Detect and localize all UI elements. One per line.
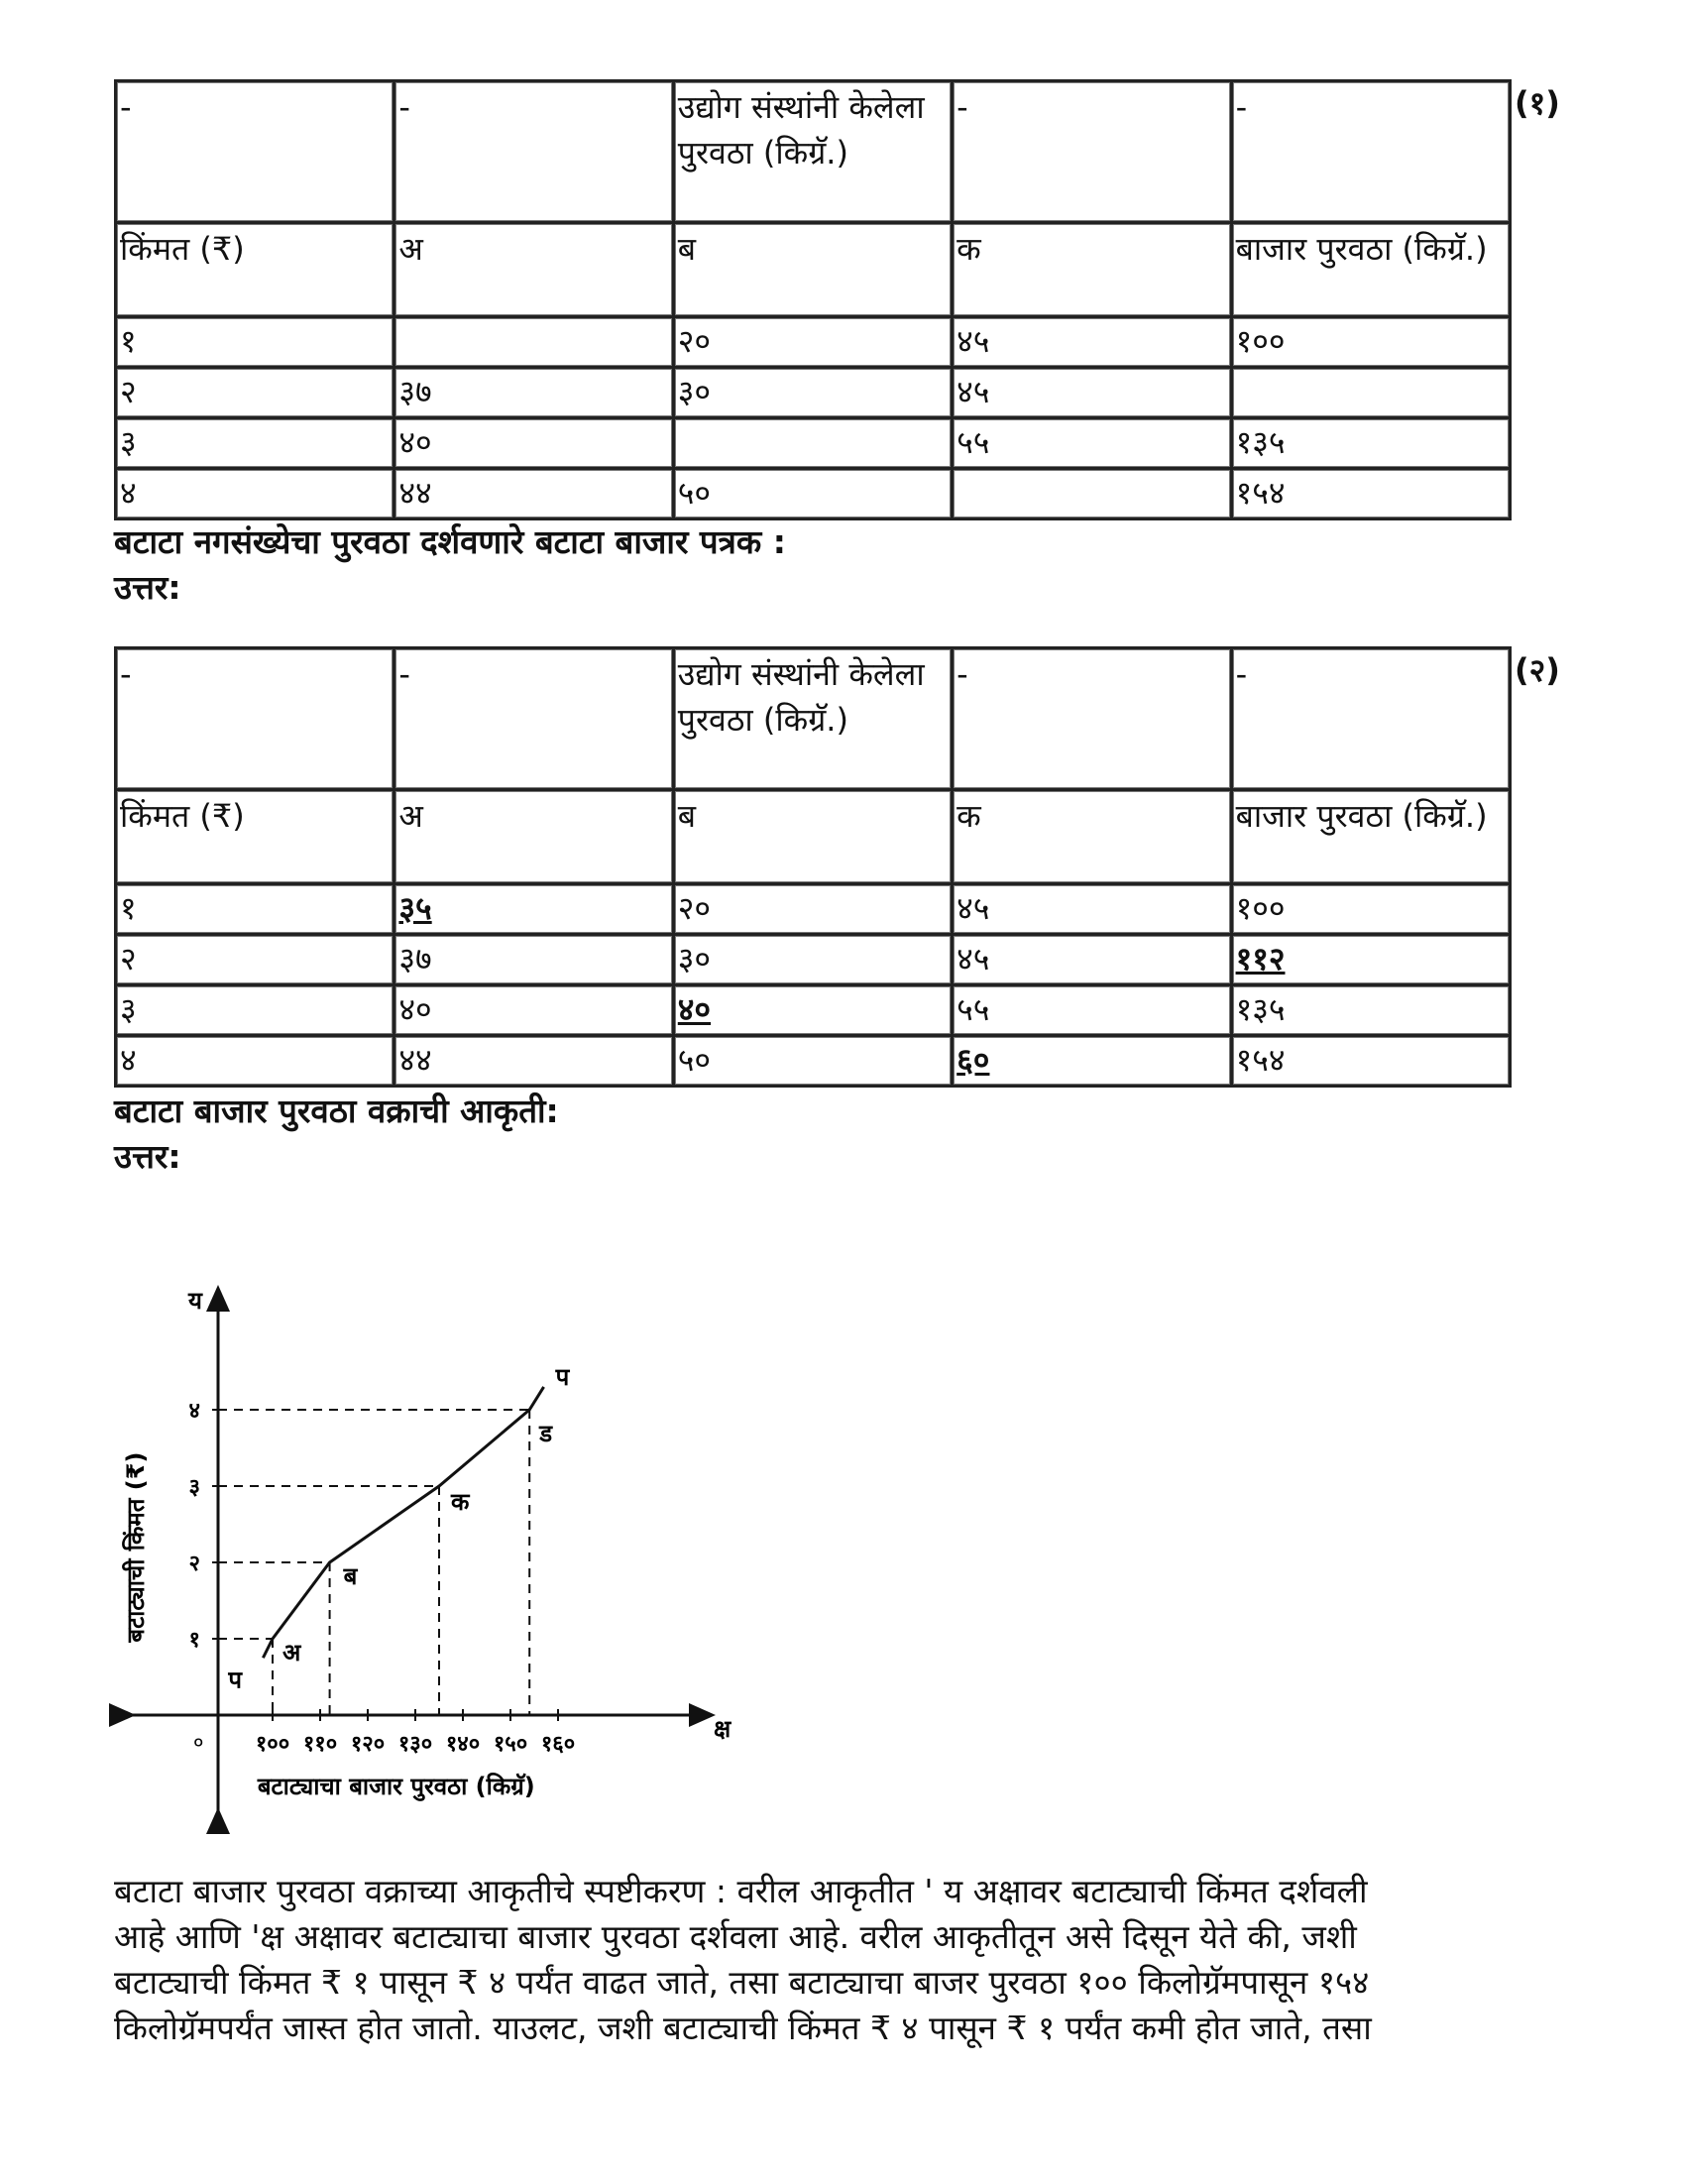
x-tick-label: १६० — [540, 1732, 576, 1757]
table-cell: ४० — [394, 985, 673, 1036]
table-cell: १ — [116, 884, 394, 935]
table-header-cell: क — [953, 223, 1231, 317]
table-cell: ४४ — [394, 469, 673, 519]
question-number: (१) — [1515, 84, 1560, 122]
table-header-top-row — [116, 648, 1511, 790]
table-cell: उद्योग संस्थांनी केलेला पुरवठा (किग्रॅ.) — [673, 81, 952, 223]
origin-label: ० — [193, 1730, 204, 1754]
table-cell: २ — [116, 368, 394, 418]
x-axis-name: क्ष — [714, 1715, 731, 1743]
table-header-cell: ब — [673, 790, 952, 884]
table-cell: ४४ — [394, 1036, 673, 1087]
supply-curve-chart — [99, 1279, 813, 1834]
table-cell: - — [1231, 648, 1510, 790]
table-cell: ४ — [116, 1036, 394, 1087]
table-cell — [673, 418, 952, 469]
x-axis-title: बटाट्याचा बाजार पुरवठा (किग्रॅ) — [257, 1773, 535, 1800]
x-tick-label: ११० — [302, 1732, 338, 1757]
explanation-line: आहे आणि 'क्ष अक्षावर बटाट्याचा बाजार पुरवठा दर्शवला आहे. वरील आकृतीतून असे दिसून येते की, जशी — [114, 1917, 1357, 1956]
table-cell: ४५ — [953, 317, 1231, 368]
x-tick-label: १०० — [255, 1732, 290, 1757]
table-cell: १५४ — [1231, 1036, 1510, 1087]
supply-table-question — [114, 79, 1512, 520]
table-cell: - — [1231, 81, 1510, 223]
table-cell: - — [953, 81, 1231, 223]
answer-label: उत्तर: — [114, 568, 181, 607]
table-cell: ५५ — [953, 418, 1231, 469]
table-row — [116, 1036, 1511, 1087]
curve-end-label: प — [555, 1362, 570, 1391]
x-tick-label: १२० — [350, 1732, 386, 1757]
table-cell: ३ — [116, 985, 394, 1036]
table-header-row — [116, 223, 1511, 317]
table-cell: ५० — [673, 469, 952, 519]
table-cell: ३० — [673, 935, 952, 985]
table-cell: ४५ — [953, 935, 1231, 985]
answer-cell: ११२ — [1231, 935, 1510, 985]
table-cell: १ — [116, 317, 394, 368]
y-tick-label: २ — [188, 1552, 200, 1576]
table-header-cell: बाजार पुरवठा (किग्रॅ.) — [1231, 223, 1510, 317]
table-cell: - — [116, 81, 394, 223]
table-header-cell: क — [953, 790, 1231, 884]
table-cell: ५० — [673, 1036, 952, 1087]
table-cell — [394, 317, 673, 368]
section-heading: बटाटा नगसंख्येचा पुरवठा दर्शवणारे बटाटा बाजार पत्रक : — [114, 522, 786, 561]
point-label: ब — [343, 1562, 358, 1590]
x-tick-label: १५० — [493, 1732, 528, 1757]
table-cell: ३ — [116, 418, 394, 469]
table-cell: १३५ — [1231, 418, 1510, 469]
table-cell: २० — [673, 884, 952, 935]
table-header-cell: किंमत (₹) — [116, 790, 394, 884]
y-axis-title: बटाट्याची किंमत (₹) — [122, 1451, 150, 1643]
y-axis-name: य — [188, 1287, 202, 1315]
table-cell: उद्योग संस्थांनी केलेला पुरवठा (किग्रॅ.) — [673, 648, 952, 790]
answer-label: उत्तर: — [114, 1137, 181, 1176]
x-tick-label: १३० — [397, 1732, 433, 1757]
table-cell: ४५ — [953, 368, 1231, 418]
table-cell: ४ — [116, 469, 394, 519]
explanation-paragraph — [114, 1869, 1521, 2051]
table-cell: १०० — [1231, 884, 1510, 935]
table-cell: - — [953, 648, 1231, 790]
y-tick-label: ४ — [188, 1399, 200, 1424]
explanation-line: किलोग्रॅमपर्यंत जास्त होत जातो. याउलट, जशी बटाट्याची किंमत ₹ ४ पासून ₹ १ पर्यंत कमी होत जाते, तसा — [114, 2009, 1372, 2047]
table-header-top-row — [116, 81, 1511, 223]
answer-cell: ४० — [673, 985, 952, 1036]
table-cell: १५४ — [1231, 469, 1510, 519]
y-tick-label: १ — [188, 1628, 200, 1653]
answer-cell: ३५ — [394, 884, 673, 935]
table-row — [116, 368, 1511, 418]
table-cell: १३५ — [1231, 985, 1510, 1036]
point-label: अ — [282, 1639, 301, 1667]
table-row — [116, 469, 1511, 519]
table-header-row — [116, 790, 1511, 884]
table-cell — [1231, 368, 1510, 418]
table-cell: ४० — [394, 418, 673, 469]
table-cell: ३० — [673, 368, 952, 418]
supply-table-answer — [114, 646, 1512, 1088]
table-cell: ४५ — [953, 884, 1231, 935]
point-label: क — [451, 1488, 470, 1516]
supply-curve-line — [263, 1387, 543, 1658]
table-cell: - — [394, 81, 673, 223]
curve-start-label: प — [228, 1666, 243, 1694]
table-cell: ३७ — [394, 935, 673, 985]
table-cell: २० — [673, 317, 952, 368]
table-row — [116, 884, 1511, 935]
table-row — [116, 985, 1511, 1036]
explanation-line: बटाट्याची किंमत ₹ १ पासून ₹ ४ पर्यंत वाढत जाते, तसा बटाट्याचा बाजर पुरवठा १०० किलोग्रॅमपासून १५४ — [114, 1963, 1370, 2002]
y-tick-label: ३ — [188, 1475, 200, 1500]
table-cell: ५५ — [953, 985, 1231, 1036]
table-row — [116, 935, 1511, 985]
x-tick-label: १४० — [445, 1732, 481, 1757]
table-cell: ३७ — [394, 368, 673, 418]
table-header-cell: बाजार पुरवठा (किग्रॅ.) — [1231, 790, 1510, 884]
section-heading: बटाटा बाजार पुरवठा वक्राची आकृती: — [114, 1092, 559, 1130]
explanation-line: बटाटा बाजार पुरवठा वक्राच्या आकृतीचे स्पष्टीकरण : वरील आकृतीत ' य अक्षावर बटाट्याची किंमत दर्शवली — [114, 1872, 1368, 1910]
table-header-cell: ब — [673, 223, 952, 317]
table-cell: १०० — [1231, 317, 1510, 368]
table-cell: - — [394, 648, 673, 790]
answer-cell: ६० — [953, 1036, 1231, 1087]
table-cell — [953, 469, 1231, 519]
table-header-cell: अ — [394, 223, 673, 317]
table-header-cell: किंमत (₹) — [116, 223, 394, 317]
table-row — [116, 317, 1511, 368]
table-row — [116, 418, 1511, 469]
question-number: (२) — [1515, 651, 1560, 689]
table-cell: २ — [116, 935, 394, 985]
table-header-cell: अ — [394, 790, 673, 884]
point-label: ड — [539, 1420, 553, 1447]
table-cell: - — [116, 648, 394, 790]
